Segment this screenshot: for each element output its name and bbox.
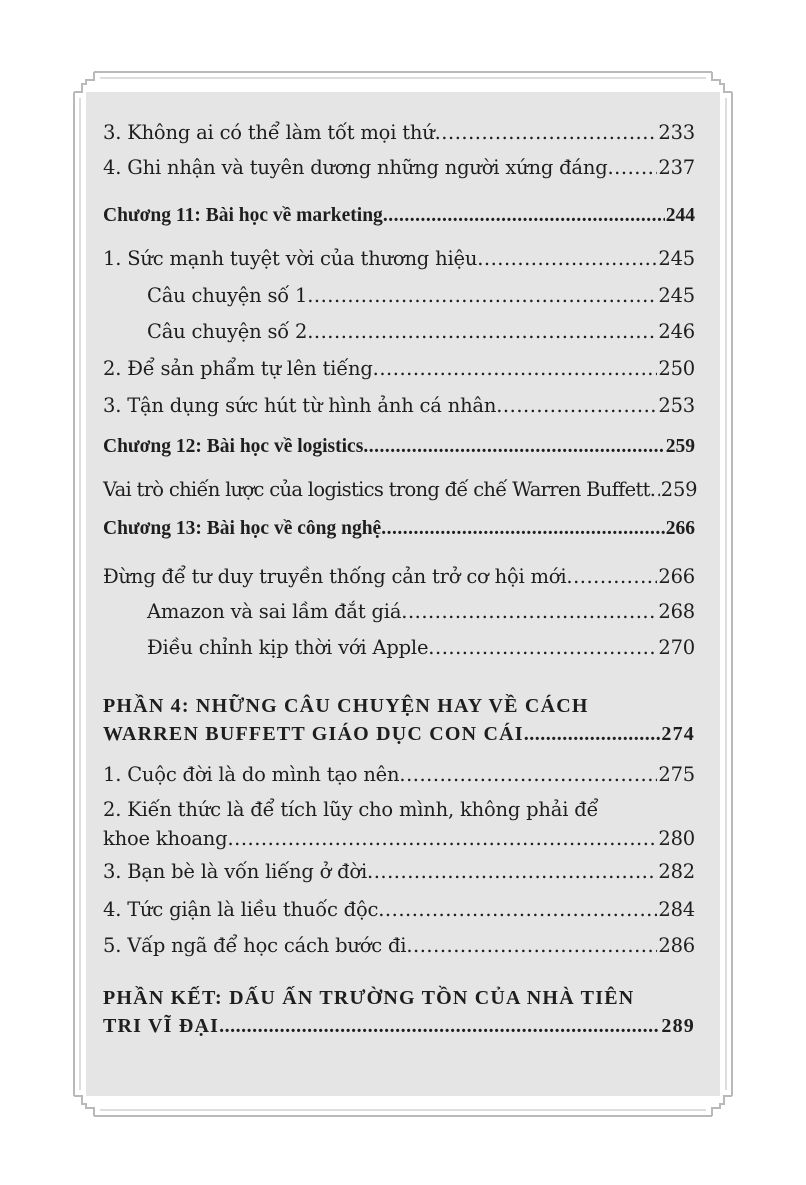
toc-subentry[interactable]: Câu chuyện số 2 ..... 246 — [147, 320, 695, 343]
toc-entry[interactable]: 3. Tận dụng sức hút từ hình ảnh cá nhân ..... 253 — [103, 394, 695, 417]
part-heading[interactable]: PHẦN 4: NHỮNG CÂU CHUYỆN HAY VỀ CÁCH WARREN BUFFETT GIÁO DỤC CON CÁI ..... 274 — [103, 695, 695, 755]
toc-subentry[interactable]: Câu chuyện số 1 ..... 245 — [147, 284, 695, 307]
part-heading[interactable]: PHẦN KẾT: DẤU ẤN TRƯỜNG TỒN CỦA NHÀ TIÊN TRI VĨ ĐẠI ..... 289 — [103, 987, 695, 1047]
toc-entry[interactable]: 5. Vấp ngã để học cách bước đi ..... 286 — [103, 934, 695, 957]
toc-entry[interactable]: 3. Bạn bè là vốn liếng ở đời ..... 282 — [103, 860, 695, 883]
toc-entry[interactable]: 1. Sức mạnh tuyệt vời của thương hiệu ..... 245 — [103, 247, 695, 270]
toc-subentry[interactable]: Điều chỉnh kịp thời với Apple ..... 270 — [147, 636, 695, 659]
chapter-heading[interactable]: Chương 13: Bài học về công nghệ ..... 266 — [103, 518, 695, 540]
toc-entry[interactable]: 4. Ghi nhận và tuyên dương những người xứng đáng ..... 237 — [103, 156, 695, 179]
chapter-heading[interactable]: Chương 12: Bài học về logistics ..... 259 — [103, 436, 695, 458]
toc-entry[interactable]: 1. Cuộc đời là do mình tạo nên ..... 275 — [103, 763, 695, 786]
toc-entry[interactable]: Đừng để tư duy truyền thống cản trở cơ hội mới ..... 266 — [103, 565, 695, 588]
toc-entry[interactable]: 3. Không ai có thể làm tốt mọi thứ ..... 233 — [103, 121, 695, 144]
toc-subentry[interactable]: Amazon và sai lầm đắt giá ..... 268 — [147, 600, 695, 623]
toc-entry[interactable]: Vai trò chiến lược của logistics trong đế chế Warren Buffett ..... 259 — [103, 478, 695, 501]
toc-entry[interactable]: 2. Để sản phẩm tự lên tiếng ..... 250 — [103, 357, 695, 380]
toc-entry[interactable]: 4. Tức giận là liều thuốc độc ..... 284 — [103, 898, 695, 921]
chapter-heading[interactable]: Chương 11: Bài học về marketing ..... 244 — [103, 205, 695, 227]
toc-entry[interactable]: 2. Kiến thức là để tích lũy cho mình, không phải để khoe khoang ..... 280 — [103, 798, 695, 858]
